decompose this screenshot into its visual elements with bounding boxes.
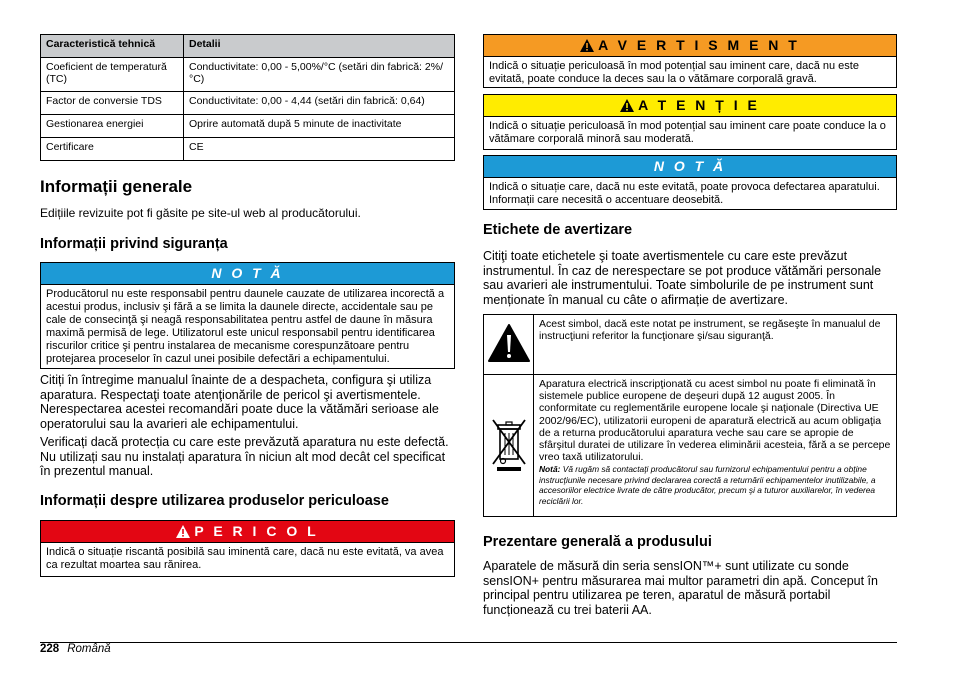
column-header: Detalii [184, 35, 455, 58]
symbol-icon-cell [484, 375, 534, 517]
warning-header [484, 35, 896, 57]
section-title-hazard: Informații despre utilizarea produselor periculoase [40, 493, 389, 509]
footer-language: Română [67, 643, 111, 655]
page-number: 228 [40, 643, 60, 655]
section-title-general: Informații generale [40, 177, 193, 196]
warning-box [483, 34, 897, 88]
table-row [41, 58, 455, 92]
notice-header: N O T Ă [484, 156, 896, 178]
warning-label: A V E R T I S M E N T [598, 37, 800, 53]
general-text: Edițiile revizuite pot fi găsite pe site-ul web al producătorului. [40, 206, 361, 220]
column-header: Caracteristică tehnică [41, 35, 184, 58]
danger-label: P E R I C O L [194, 523, 319, 539]
caution-box [483, 94, 897, 150]
section-title-overview: Prezentare generală a produsului [483, 534, 712, 550]
caution-text: Indică o situație periculoasă în mod potențial sau iminent care poate conduce la o vătămare corporală minoră sau moderată. [489, 120, 886, 145]
warning-triangle-icon [620, 99, 634, 112]
table-cell: Certificare [41, 138, 184, 161]
table-cell: Conductivitate: 0,00 - 4,44 (setări din fabrică: 0,64) [184, 92, 455, 115]
section-title-safety: Informații privind siguranța [40, 236, 228, 252]
warning-triangle-icon [580, 39, 594, 52]
labels-text: Citiţi toate etichetele şi toate avertismentele cu care este prevăzut instrumentul. În caz de nerespectare se pot produce vătămări personale sau avarieri ale instrumentului. Toate simbolurile de pe instrument sunt menționate în manual cu câte o afirmație de avertizare. [483, 249, 882, 307]
table-row [41, 138, 455, 161]
page-footer [40, 643, 111, 655]
warning-triangle-icon [487, 323, 531, 363]
table-cell: Gestionarea energiei [41, 115, 184, 138]
caution-header [484, 95, 896, 117]
table-header-row [41, 35, 455, 58]
danger-header [41, 521, 454, 543]
note-header: N O T Ă [41, 263, 454, 285]
note-text: Producătorul nu este responsabil pentru daunele cauzate de utilizarea incorectă a acestui produs, inclusiv şi fără a se limita la daunele directe, accidentale sau pe cale de consecinţă şi neagă responsabilitatea pentru astfel de daune în măsura maximă permisă de lege. Utilizatorul este unicul responsabil pentru identificarea riscurilor critice şi pentru instalarea de mecanisme corespunzătoare pentru protejarea proceselor în cazul unei posibile defectări a echipamentului. [46, 288, 445, 365]
weee-text: Aparatura electrică inscripţionată cu acest simbol nu poate fi eliminată în sistemele publice europene de deşeuri după 12 august 2005. În conformitate cu reglementările europene locale şi naţionale (Directiva UE 2002/96/EC), utilizatorii europeni de aparatură electrică au acum obligaţia de a returna producătorului aparatura veche sau care se apropie de sfârşitul duratei de utilizare în vederea eliminării acesteia, fără a se percepe vreo taxă utilizatorului. [539, 378, 891, 464]
table-cell: Conductivitate: 0,00 - 5,00%/°C (setări din fabrică: 2%/ °C) [184, 58, 455, 92]
notice-text: Indică o situație care, dacă nu este evitată, poate provoca defectarea aparatului. Informații care necesită o accentuare deosebită. [489, 181, 880, 206]
table-row [41, 92, 455, 115]
safety-note-box [40, 262, 455, 369]
warning-text: Indică o situație periculoasă în mod potențial sau iminent care, dacă nu este evitată, poate conduce la deces sau la o vătămare corporală gravă. [489, 60, 859, 85]
footer-divider [40, 642, 897, 643]
weee-note-prefix: Notă: [539, 464, 561, 475]
table-row [484, 315, 897, 375]
symbols-table [483, 314, 897, 517]
table-row [41, 115, 455, 138]
notice-box [483, 155, 897, 210]
section-title-labels: Etichete de avertizare [483, 222, 633, 238]
table-cell: Coeficient de temperatură (TC) [41, 58, 184, 92]
table-row [484, 375, 897, 517]
safety-paragraph-2: Verificați dacă protecția cu care este prevăzută aparatura nu este defectă. Nu utilizați sau nu instalați aparatura în niciun alt mod decât cel specificat în prezentul manual. [40, 435, 449, 478]
symbol-description: Acest simbol, dacă este notat pe instrument, se regăseşte în manualul de instrucţiuni referitor la funcţionare şi/sau siguranţă. [534, 315, 897, 375]
symbol-description [534, 375, 897, 517]
safety-paragraph-1: Citiți în întregime manualul înainte de a despacheta, configura şi utiliza aparatura. Respectaţi toate atenţionările de pericol şi avertismentele. Nerespectarea acestei recomandări poate duce la vătămări serioase ale operatorului sau la avarieri ale echipamentului. [40, 373, 439, 431]
symbol-icon-cell [484, 315, 534, 375]
table-cell: Factor de conversie TDS [41, 92, 184, 115]
warning-triangle-icon [176, 525, 190, 538]
danger-box [40, 520, 455, 577]
table-cell: CE [184, 138, 455, 161]
crossed-bin-icon [489, 416, 529, 472]
caution-label: A T E N Ț I E [638, 97, 760, 113]
overview-text: Aparatele de măsură din seria sensION™+ sunt utilizate cu sonde sensION+ pentru măsurarea mai multor parametri din apă. Conceput în principal pentru utilizarea pe teren, aparatul de măsură portabil funcționează cu trei baterii AA. [483, 559, 878, 617]
specifications-table [40, 34, 455, 161]
danger-text: Indică o situație riscantă posibilă sau iminentă care, dacă nu este evitată, va avea ca rezultat moartea sau rănirea. [46, 546, 444, 571]
weee-note-text: Vă rugăm să contactaţi producătorul sau furnizorul echipamentului pentru a obţine instrucţiunile necesare privind declararea corectă a returnării echipamentelor inutilizabile, a accesoriilor electrice livrate de către producător, precum şi a tuturor auxiliarelor, în vederea reciclării lor. [539, 464, 876, 506]
table-cell: Oprire automată după 5 minute de inactivitate [184, 115, 455, 138]
weee-note [539, 464, 891, 506]
